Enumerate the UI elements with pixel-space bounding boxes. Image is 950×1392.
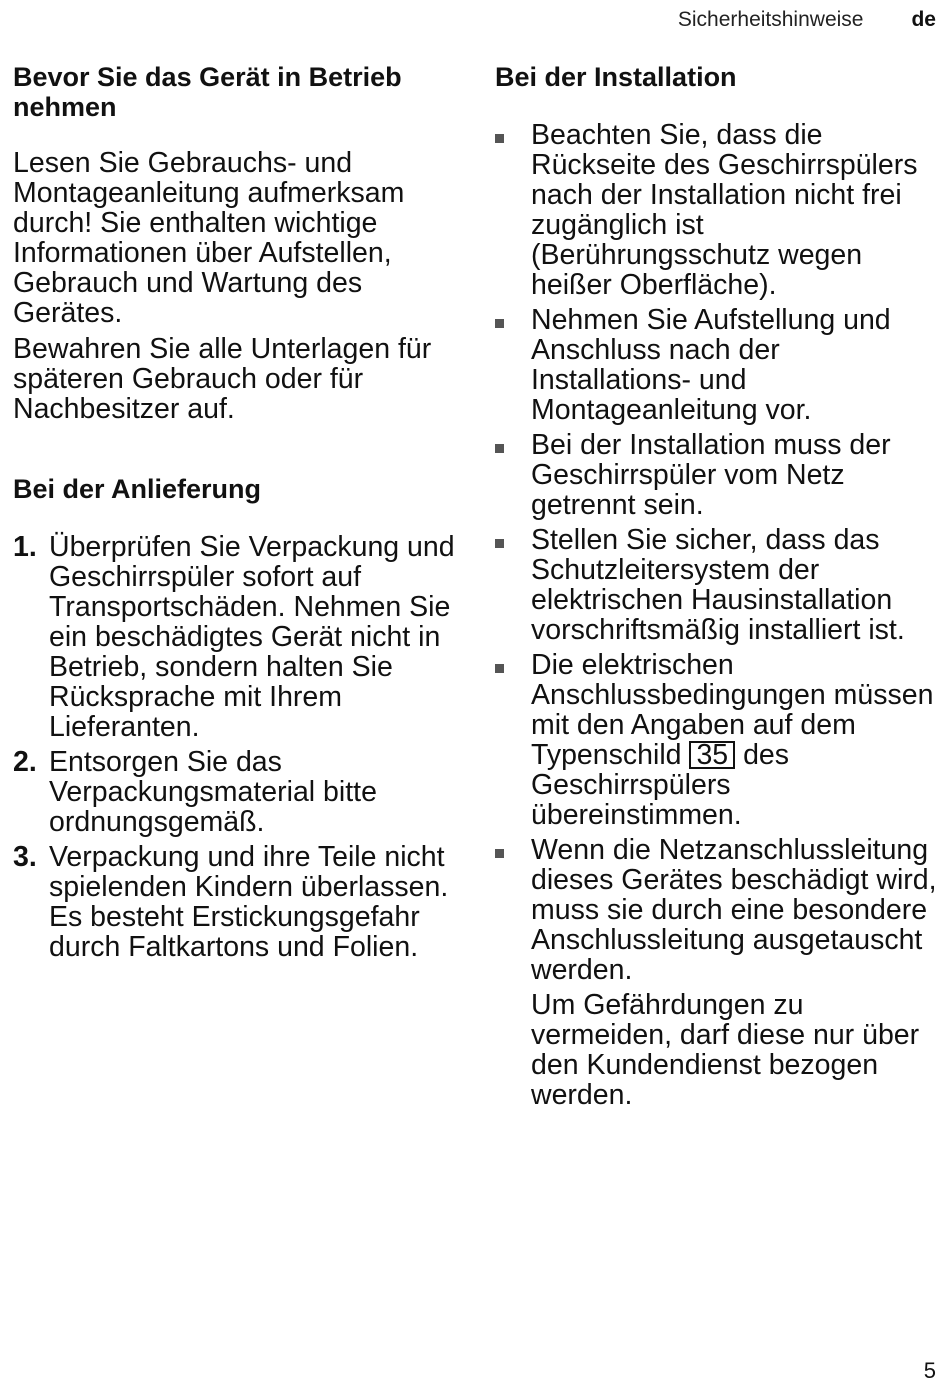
heading-delivery: Bei der Anlieferung: [13, 474, 262, 504]
list-item: [495, 430, 940, 520]
bullet-square-icon: [495, 120, 531, 300]
bullet-text: Beachten Sie, dass die Rückseite des Geschirrspülers nach der Installation nicht frei zugänglich ist (Berührungsschutz wegen heißer Oberfläche).: [531, 119, 918, 301]
bullet-text: [531, 835, 940, 1110]
list-item: [495, 650, 940, 830]
heading-installation: Bei der Installation: [495, 62, 737, 92]
delivery-steps-list: [13, 532, 463, 962]
right-column: [495, 58, 940, 1115]
step-number: 2.: [13, 746, 37, 778]
left-column: [13, 58, 463, 967]
step-number: 3.: [13, 841, 37, 873]
header-section-title: Sicherheitshinweise: [677, 8, 864, 31]
page-header: [678, 8, 936, 32]
bullet-text-part: Die elektrischen Anschlussbedingungen müssen mit den Angaben auf dem Typenschild: [531, 649, 934, 771]
installation-bullets-list: [495, 120, 940, 1110]
step-text: Verpackung und ihre Teile nicht spielenden Kindern überlassen. Es besteht Erstickungsgefahr durch Faltkartons und Folien.: [49, 841, 449, 963]
bullet-square-icon: [495, 650, 531, 830]
bullet-square-icon: [495, 430, 531, 520]
bullet-text-part: des Geschirrspülers übereinstimmen.: [531, 739, 790, 831]
list-item: [495, 835, 940, 1110]
bullet-text: Bei der Installation muss der Geschirrspüler vom Netz getrennt sein.: [531, 429, 891, 521]
header-language-code: de: [911, 8, 936, 31]
step-text: Entsorgen Sie das Verpackungsmaterial bitte ordnungsgemäß.: [49, 746, 377, 838]
list-item: [495, 525, 940, 645]
list-item: [13, 532, 463, 742]
page-number: 5: [923, 1358, 936, 1383]
bullet-subparagraph: Um Gefährdungen zu vermeiden, darf diese nur über den Kundendienst bezogen werden.: [531, 989, 920, 1111]
bullet-square-icon: [495, 525, 531, 645]
list-item: [13, 747, 463, 837]
bullet-text: Nehmen Sie Aufstellung und Anschluss nach der Installations- und Montageanleitung vor.: [531, 304, 891, 426]
list-item: [13, 842, 463, 962]
paragraph-keep-documents: Bewahren Sie alle Unterlagen für späteren Gebrauch oder für Nachbesitzer auf.: [13, 333, 432, 425]
paragraph-read-manual: Lesen Sie Gebrauchs- und Montageanleitung aufmerksam durch! Sie enthalten wichtige Informationen über Aufstellen, Gebrauch und Wartung des Gerätes.: [13, 147, 405, 329]
bullet-text: Stellen Sie sicher, dass das Schutzleitersystem der elektrischen Hausinstallation vorschriftsmäßig installiert ist.: [531, 524, 905, 646]
list-item: [495, 305, 940, 425]
list-item: [495, 120, 940, 300]
heading-before-operation: Bevor Sie das Gerät in Betrieb nehmen: [13, 62, 402, 122]
bullet-text: [531, 650, 940, 830]
bullet-square-icon: [495, 305, 531, 425]
step-text: Überprüfen Sie Verpackung und Geschirrspüler sofort auf Transportschäden. Nehmen Sie ein beschädigtes Gerät nicht in Betrieb, sondern halten Sie Rücksprache mit Ihrem Lieferanten.: [49, 531, 455, 743]
figure-reference: 35: [689, 741, 735, 769]
step-number: 1.: [13, 531, 37, 563]
bullet-text-main: Wenn die Netzanschlussleitung dieses Gerätes beschädigt wird, muss sie durch eine besondere Anschlussleitung ausgetauscht werden.: [531, 834, 937, 986]
bullet-square-icon: [495, 835, 531, 1110]
